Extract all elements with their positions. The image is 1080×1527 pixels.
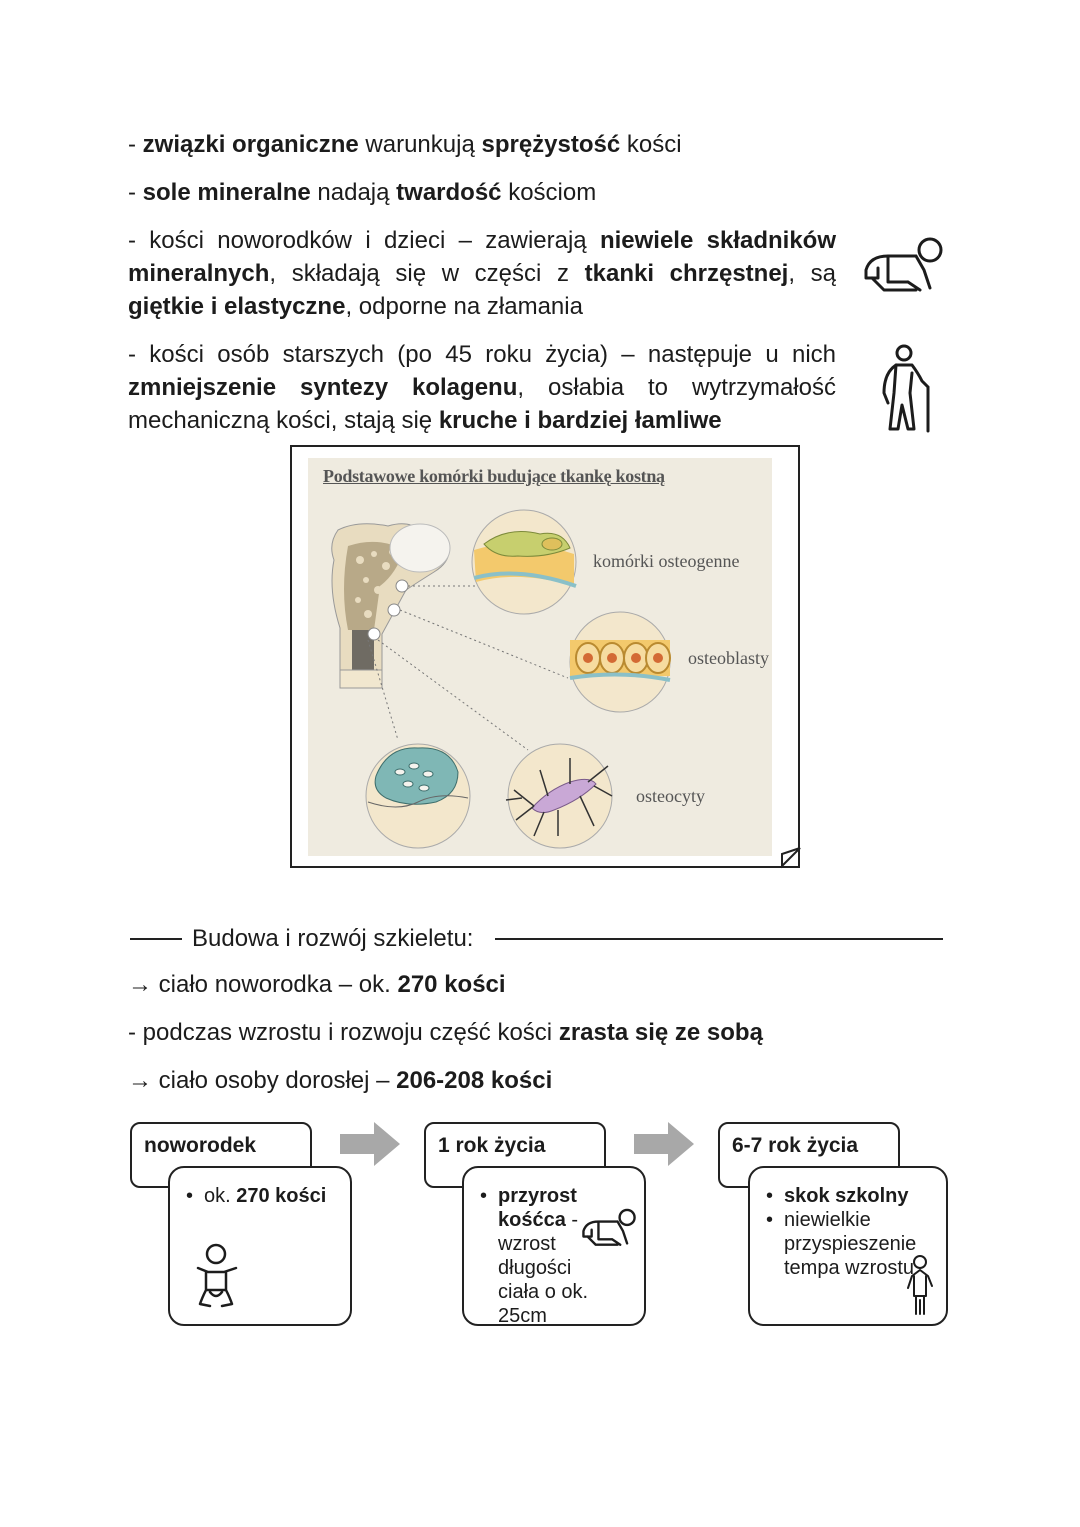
- page-curl-icon: [780, 846, 804, 870]
- text-newborn-bones: → ciało noworodka – ok. 270 kości: [128, 971, 506, 998]
- crawling-baby-icon: [858, 234, 946, 294]
- label-osteocytes: osteocyty: [636, 786, 705, 806]
- stage-1-year-item: • przyrost kośćca - wzrost długości ciała o ok. 25cm: [478, 1184, 610, 1328]
- text-mineral-salts: - sole mineralne nadają twardość kościom: [128, 179, 597, 206]
- stage-6-7-item-1: • skok szkolny: [764, 1184, 930, 1208]
- stage-6-7-year-tab: 6-7 rok życia: [718, 1122, 900, 1188]
- baby-icon: [192, 1242, 242, 1312]
- flow-arrow-1: [340, 1122, 400, 1166]
- elderly-person-icon: [874, 343, 934, 435]
- crawling-baby-small-icon: [578, 1206, 638, 1248]
- stage-1-year-tab: 1 rok życia: [424, 1122, 606, 1188]
- child-icon: [902, 1254, 936, 1318]
- stage-newborn-card: [168, 1166, 352, 1326]
- stage-6-7-year-card: [748, 1166, 948, 1326]
- section-header: Budowa i rozwój szkieletu:: [192, 925, 474, 952]
- text-children-bones: - kości noworodków i dzieci – zawierają niewiele składników mineralnych, składają się w części z tkanki chrzęstnej, są giętkie i elastyczne, odporne na złamania: [128, 227, 836, 320]
- text-organic-compounds: - związki organiczne warunkują sprężystość kości: [128, 131, 682, 158]
- text-bones-fuse: - podczas wzrostu i rozwoju część kości zrasta się ze sobą: [128, 1019, 763, 1046]
- label-osteoblasts: osteoblasty: [688, 648, 769, 668]
- text-adult-bones: → ciało osoby dorosłej – 206-208 kości: [128, 1067, 553, 1094]
- label-osteogenic-cells: komórki osteogenne: [593, 551, 740, 571]
- flow-arrow-2: [634, 1122, 694, 1166]
- figure-title: Podstawowe komórki budujące tkankę kostną: [323, 466, 665, 486]
- stage-newborn-item: • ok. 270 kości: [184, 1184, 344, 1208]
- text-elderly-bones: - kości osób starszych (po 45 roku życia) – następuje u nich zmniejszenie syntezy kolagenu, osłabia to wytrzymałość mechaniczną kości, stają się kruche i bardziej łamliwe: [128, 341, 836, 434]
- header-rule-left: [130, 938, 182, 940]
- stage-newborn-tab: noworodek: [130, 1122, 312, 1188]
- stage-6-7-item-2: • niewielkie przyspieszenie tempa wzrostu: [764, 1208, 930, 1280]
- header-rule-right: [495, 938, 943, 940]
- stage-1-year-card: [462, 1166, 646, 1326]
